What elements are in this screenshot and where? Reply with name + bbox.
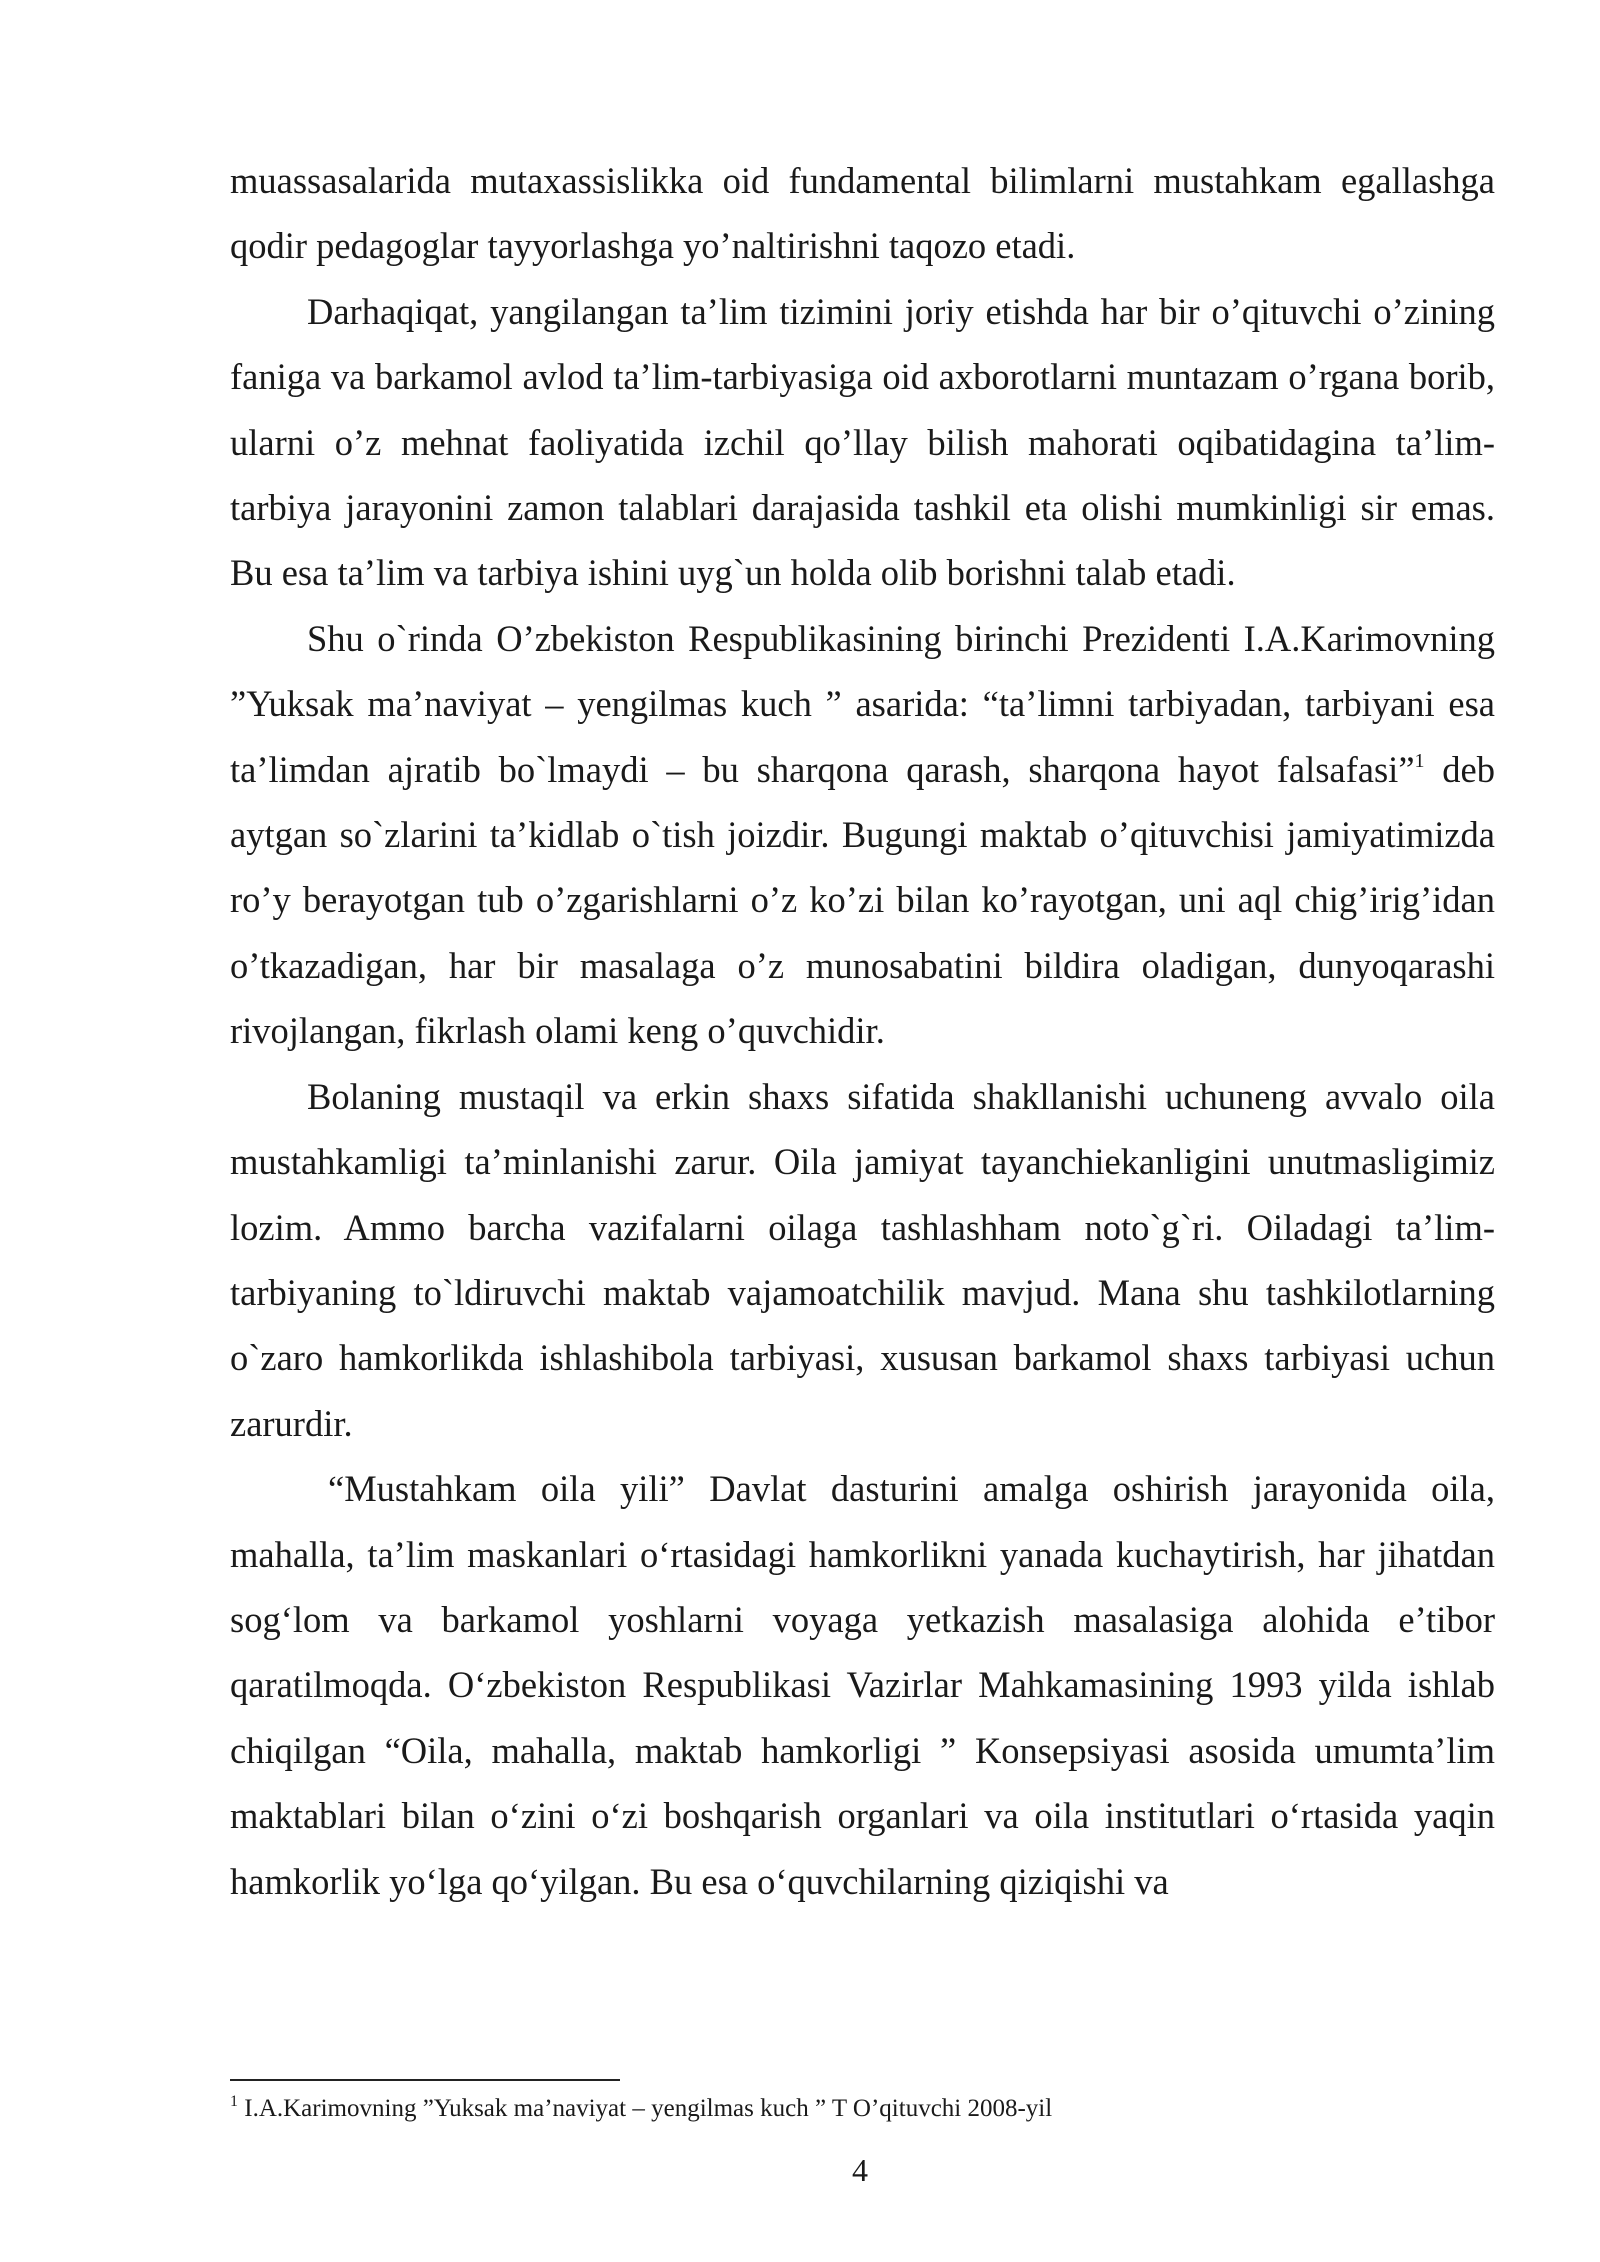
paragraph-1: muassasalarida mutaxassislikka oid fundamental bilimlarni mustahkam egallashga qodir pedagoglar tayyorlashga yo’naltirishni taqozo etadi. — [230, 160, 1495, 267]
footnote-reference[interactable]: 1 — [1414, 749, 1425, 772]
body-text — [230, 148, 1495, 1914]
footnote-text: I.A.Karimovning ”Yuksak ma’naviyat – yengilmas kuch ” T O’qituvchi 2008-yil — [238, 2095, 1053, 2122]
footnote-number: 1 — [230, 2092, 238, 2110]
paragraph-3-text-start: Shu o`rinda O’zbekiston Respublikasining birinchi Prezidenti I.A.Karimovning ”Yuksak ma’naviyat – yengilmas kuch ” asarida: “ta’limni tarbiyadan, tarbiyani esa ta’limdan ajratib bo`lmaydi – bu sharqona qarash, sharqona hayot falsafasi” — [230, 617, 1495, 790]
footnote-separator — [230, 2079, 620, 2081]
paragraph-4: Bolaning mustaqil va erkin shaxs sifatida shakllanishi uchuneng avvalo oila mustahkamligi ta’minlanishi zarur. Oila jamiyat tayanchiekanligini unutmasligimiz lozim. Ammo barcha vazifalarni oilaga tashlashham noto`g`ri. Oiladagi ta’lim-tarbiyaning to`ldiruvchi maktab vajamoatchilik mavjud. Mana shu tashkilotlarning o`zaro hamkorlikda ishlashibola tarbiyasi, xususan barkamol shaxs tarbiyasi uchun zarurdir. — [230, 1075, 1495, 1444]
paragraph-2: Darhaqiqat, yangilangan ta’lim tizimini joriy etishda har bir o’qituvchi o’zining faniga va barkamol avlod ta’lim-tarbiyasiga oid axborotlarni muntazam o’rgana borib, ularni o’z mehnat faoliyatida izchil qo’llay bilish mahorati oqibatidagina ta’lim-tarbiya jarayonini zamon talablari darajasida tashkil eta olishi mumkinligi sir emas. Bu esa ta’lim va tarbiya ishini uyg`un holda olib borishni talab etadi. — [230, 290, 1495, 594]
footnote — [230, 2094, 1495, 2124]
paragraph-3-text-end: deb aytgan so`zlarini ta’kidlab o`tish joizdir. Bugungi maktab o’qituvchisi jamiyatimizda ro’y berayotgan tub o’zgarishlarni o’z ko’zi bilan ko’rayotgan, uni aql chig’irig’idan o’tkazadigan, har bir masalaga o’z munosabatini bildira oladigan, dunyoqarashi rivojlangan, fikrlash olami keng o’quvchidir. — [230, 748, 1495, 1052]
page-number: 4 — [852, 2152, 868, 2188]
paragraph-3 — [230, 606, 1495, 1064]
paragraph-5: “Mustahkam oila yili” Davlat dasturini amalga oshirish jarayonida oila, mahalla, ta’lim maskanlari o‘rtasidagi hamkorlikni yanada kuchaytirish, har jihatdan sog‘lom va barkamol yoshlarni voyaga yetkazish masalasiga alohida e’tibor qaratilmoqda. O‘zbekiston Respublikasi Vazirlar Mahkamasining 1993 yilda ishlab chiqilgan “Oila, mahalla, maktab hamkorligi ” Konsepsiyasi asosida umumta’lim maktablari bilan o‘zini o‘zi boshqarish organlari va oila institutlari o‘rtasida yaqin hamkorlik yo‘lga qo‘yilgan. Bu esa o‘quvchilarning qiziqishi va — [230, 1468, 1495, 1902]
